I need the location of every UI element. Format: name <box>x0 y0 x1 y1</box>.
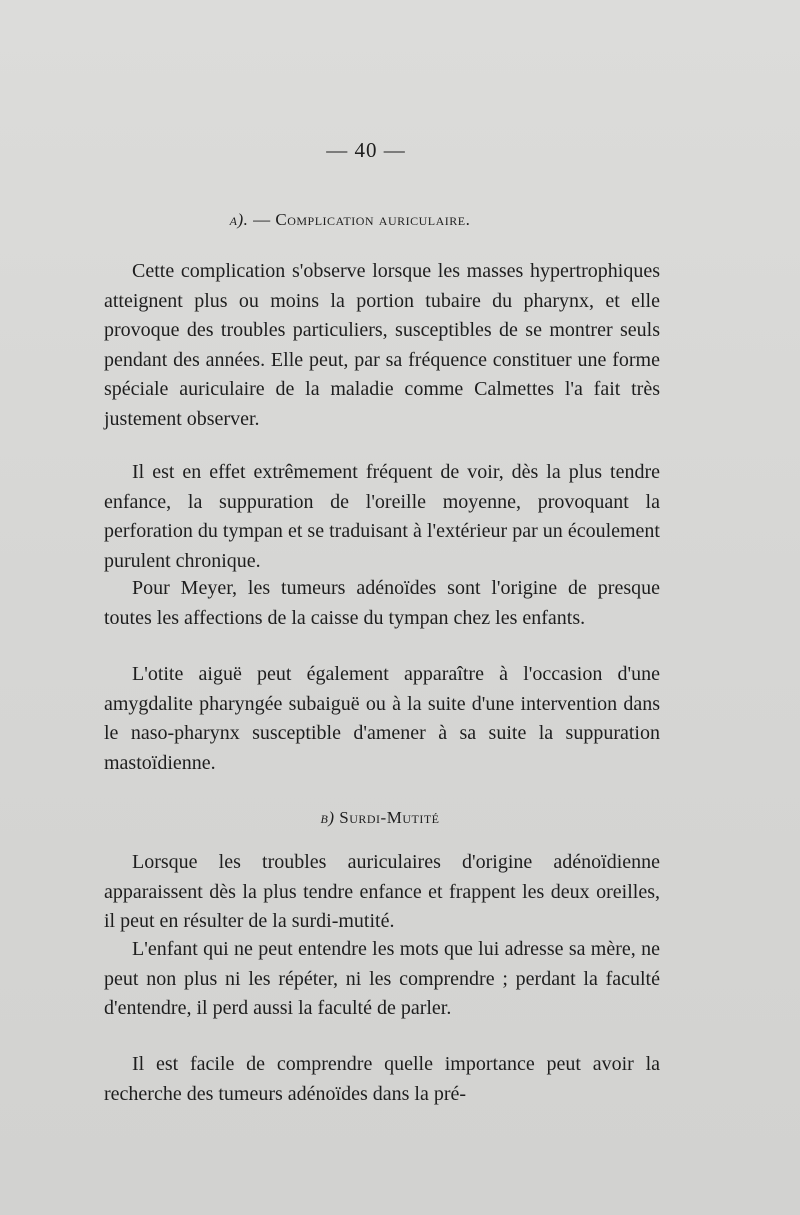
section-marker-b: b) <box>320 808 335 827</box>
paragraph: L'otite aiguë peut également apparaître à l'occasion d'une amygdalite pharyngée subaiguë ou à la suite d'une intervention dans le naso-pharynx susceptible d'amener à sa suite la suppuration mastoïdienne. <box>104 663 660 774</box>
section-title-a: — Complication auriculaire. <box>253 210 471 229</box>
page-number: — 40 — <box>326 138 406 162</box>
section-heading-complication-auriculaire <box>120 210 580 230</box>
paragraph: Pour Meyer, les tumeurs adénoïdes sont l'origine de presque toutes les affections de la caisse du tympan chez les enfants. <box>104 577 660 629</box>
section-marker-a: a). <box>229 210 249 229</box>
paragraph: Cette complication s'observe lorsque les masses hypertrophiques atteignent plus ou moins la portion tubaire du pharynx, et elle provoque des troubles particuliers, susceptibles de se montrer seuls pendant des années. Elle peut, par sa fréquence constituer une forme spéciale auriculaire de la maladie comme Calmettes l'a fait très justement observer. <box>104 260 660 430</box>
section-heading-surdi-mutite <box>100 808 660 828</box>
section-title-b: Surdi-Mutité <box>339 808 440 827</box>
paragraph: L'enfant qui ne peut entendre les mots que lui adresse sa mère, ne peut non plus ni les répéter, ni les comprendre ; perdant la faculté d'entendre, il perd aussi la faculté de parler. <box>104 938 660 1020</box>
paragraph: Il est facile de comprendre quelle importance peut avoir la recherche des tumeurs adénoïdes dans la pré- <box>104 1053 660 1105</box>
paragraph: Il est en effet extrêmement fréquent de voir, dès la plus tendre enfance, la suppuration de l'oreille moyenne, provoquant la perforation du tympan et se traduisant à l'extérieur par un écoulement purulent chronique. <box>104 461 660 572</box>
paragraph: Lorsque les troubles auriculaires d'origine adénoïdienne apparaissent dès la plus tendre enfance et frappent les deux oreilles, il peut en résulter de la surdi-mutité. <box>104 851 660 933</box>
